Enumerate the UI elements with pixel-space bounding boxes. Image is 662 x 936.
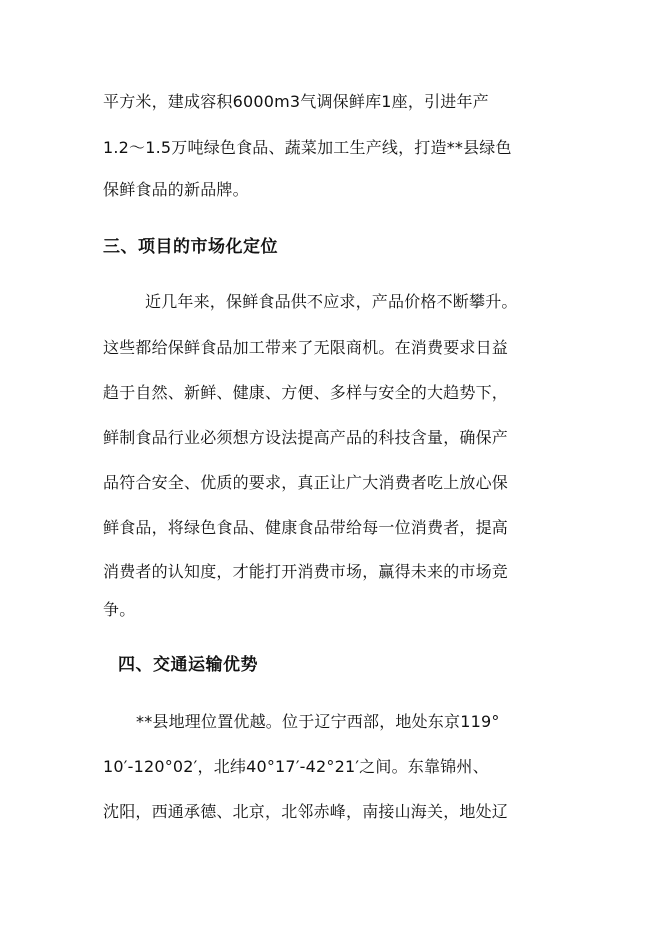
section-3-heading: 三、项目的市场化定位 [103, 237, 278, 257]
section-3-line-4: 鲜制食品行业必须想方设法提高产品的科技含量，确保产 [103, 428, 509, 447]
section-4-line-3: 沈阳，西通承德、北京，北邻赤峰，南接山海关，地处辽 [103, 802, 509, 821]
section-4-line-2: 10′-120°02′，北纬40°17′-42°21′之间。东靠锦州、 [103, 757, 489, 776]
section-3-line-7: 消费者的认知度，才能打开消费市场，赢得未来的市场竞 [103, 562, 509, 581]
intro-line-3: 保鲜食品的新品牌。 [103, 180, 249, 199]
section-3-line-1: 近几年来，保鲜食品供不应求，产品价格不断攀升。 [145, 292, 518, 311]
section-3-line-6: 鲜食品，将绿色食品、健康食品带给每一位消费者，提高 [103, 518, 509, 537]
section-4-line-1: **县地理位置优越。位于辽宁西部，地处东京119° [136, 712, 500, 731]
section-3-line-8: 争。 [103, 600, 136, 619]
section-3-line-3: 趋于自然、新鲜、健康、方便、多样与安全的大趋势下， [103, 383, 509, 402]
section-3-line-5: 品符合安全、优质的要求，真正让广大消费者吃上放心保 [103, 473, 509, 492]
intro-line-2: 1.2～1.5万吨绿色食品、蔬菜加工生产线，打造**县绿色 [103, 138, 512, 157]
section-4-heading: 四、交通运输优势 [118, 655, 258, 675]
section-3-line-2: 这些都给保鲜食品加工带来了无限商机。在消费要求日益 [103, 338, 509, 357]
intro-line-1: 平方米，建成容积6000m3气调保鲜库1座，引进年产 [103, 92, 489, 111]
